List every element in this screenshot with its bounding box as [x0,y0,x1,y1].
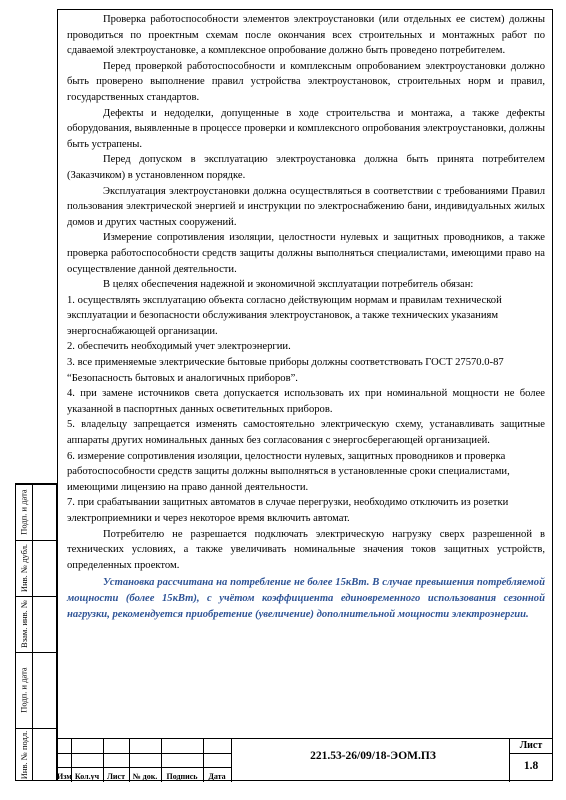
list-item: 3. все применяемые электрические бытовые приборы должны соответствовать ГОСТ 27570.0-87 “Безопасность бытовых и аналогичных приборов”. [67,357,504,384]
list-item: 2. обеспечить необходимый учет электроэнергии. [67,341,291,353]
paragraph: Проверка работоспособности элементов электроустановки (или отдельных ее систем) должны проводиться по проектным схемам после окончания всех строительных и монтажных работ по сдаваемой электроустановке, а комплексное опробование должно быть проведено потребителем. [67,14,545,57]
sheet-number: 1.8 [523,760,539,772]
stamp-divider [32,484,33,780]
tb-row-line [57,767,231,768]
paragraph: Перед допуском в эксплуатацию электроустановка должна быть принята потребителем (Заказчиком) в установленном порядке. [67,154,545,181]
paragraph: Потребителю не разрешается подключать электрическую нагрузку сверх разрешенной в технических условиях, а также увеличивать номинальные значения токов защитных устройств, определенных проектом. [67,528,545,571]
tb-divider [231,739,232,782]
col-list: Лист [106,772,126,781]
paragraph: Дефекты и недоделки, допущенные в ходе строительства и монтажа, а также дефекты оборудования, выявленные в процессе проверки и комплексного опробования электроустановки, должны быть устрапены. [67,107,545,150]
col-doc-number: № док. [132,772,158,781]
col-izm: Изм [57,772,72,781]
document-body [67,12,545,622]
approval-stamp [15,483,57,781]
list-item: 1. осуществлять эксплуатацию объекта согласно действующим нормам и правилам технической эксплуатации и безопасности обслуживания электроустановок, а также технических указаниям энергоснабжающей организации. [67,294,502,337]
list-item: 7. при срабатывании защитных автоматов в случае перегрузки, необходимо отключить из розетки электроприемники и через некоторое время включить автомат. [67,497,509,524]
title-block [57,738,553,782]
replacement-inv-label: Взам. инв. № [19,600,29,648]
sheet-label: Лист [519,740,543,751]
tb-row-line [509,753,553,754]
sign-date-label: Подп. и дата [19,667,30,713]
duplicate-inv-label: Инв. № дубл. [19,543,30,593]
power-limit-note: Установка рассчитана на потребление не более 15кВт. В случае превышения потребляемой мощности (более 15кВт), с учётом коэффициента единовременного использования сезонной нагрузки, рекомендуется приобретение (увеличение) дополнительной мощности электроэнергии. [67,577,545,620]
paragraph: Эксплуатация электроустановки должна осуществляться в соответствии с требованиями Правил пользования электрической энергией и инструкции по электроснабжению бани, индивидуальных жилых домов и других частных сооружений. [67,185,545,228]
list-item: 4. при замене источников света допускается использовать их при номинальной мощности не более указанной в паспортных данных осветительных приборов. [67,388,545,415]
list-item: 5. владельцу запрещается изменять самостоятельно электрическую схему, устанавливать защитные аппараты других номинальных данных без согласования с энергосберегающей организацией. [67,419,545,447]
list-item: 6. измерение сопротивления изоляции, целостности нулевых, защитных проводников и проверка работоспособности средств защиты должны выполняться в установленные сроки специалистами, имеющими лицензию на право данной деятельности. [67,450,510,493]
original-inv-label: Инв. № подл. [19,730,29,780]
paragraph: В целях обеспечения надежной и экономичной эксплуатации потребитель обязан: [103,279,474,291]
col-kol-uch: Кол.уч [74,772,100,781]
tb-row-line [57,753,231,754]
document-code: 221.53-26/09/18-ЭОМ.ПЗ [310,750,436,762]
paragraph: Измерение сопротивления изоляции, целостности нулевых и защитных проводников, а также проверка работоспособности средств защиты должны выполняться специалистами, имеющими право на осуществление данной деятельности. [67,232,545,275]
col-date: Дата [208,772,226,781]
paragraph: Перед проверкой работоспособности и комплексным опробованием электроустановки должно быть проверено выполнение правил устройства электроустановок, строительных норм и правил, государственных стандартов. [67,60,545,103]
sign-date-label: Подп. и дата [19,489,30,535]
col-signature: Подпись [166,772,198,781]
